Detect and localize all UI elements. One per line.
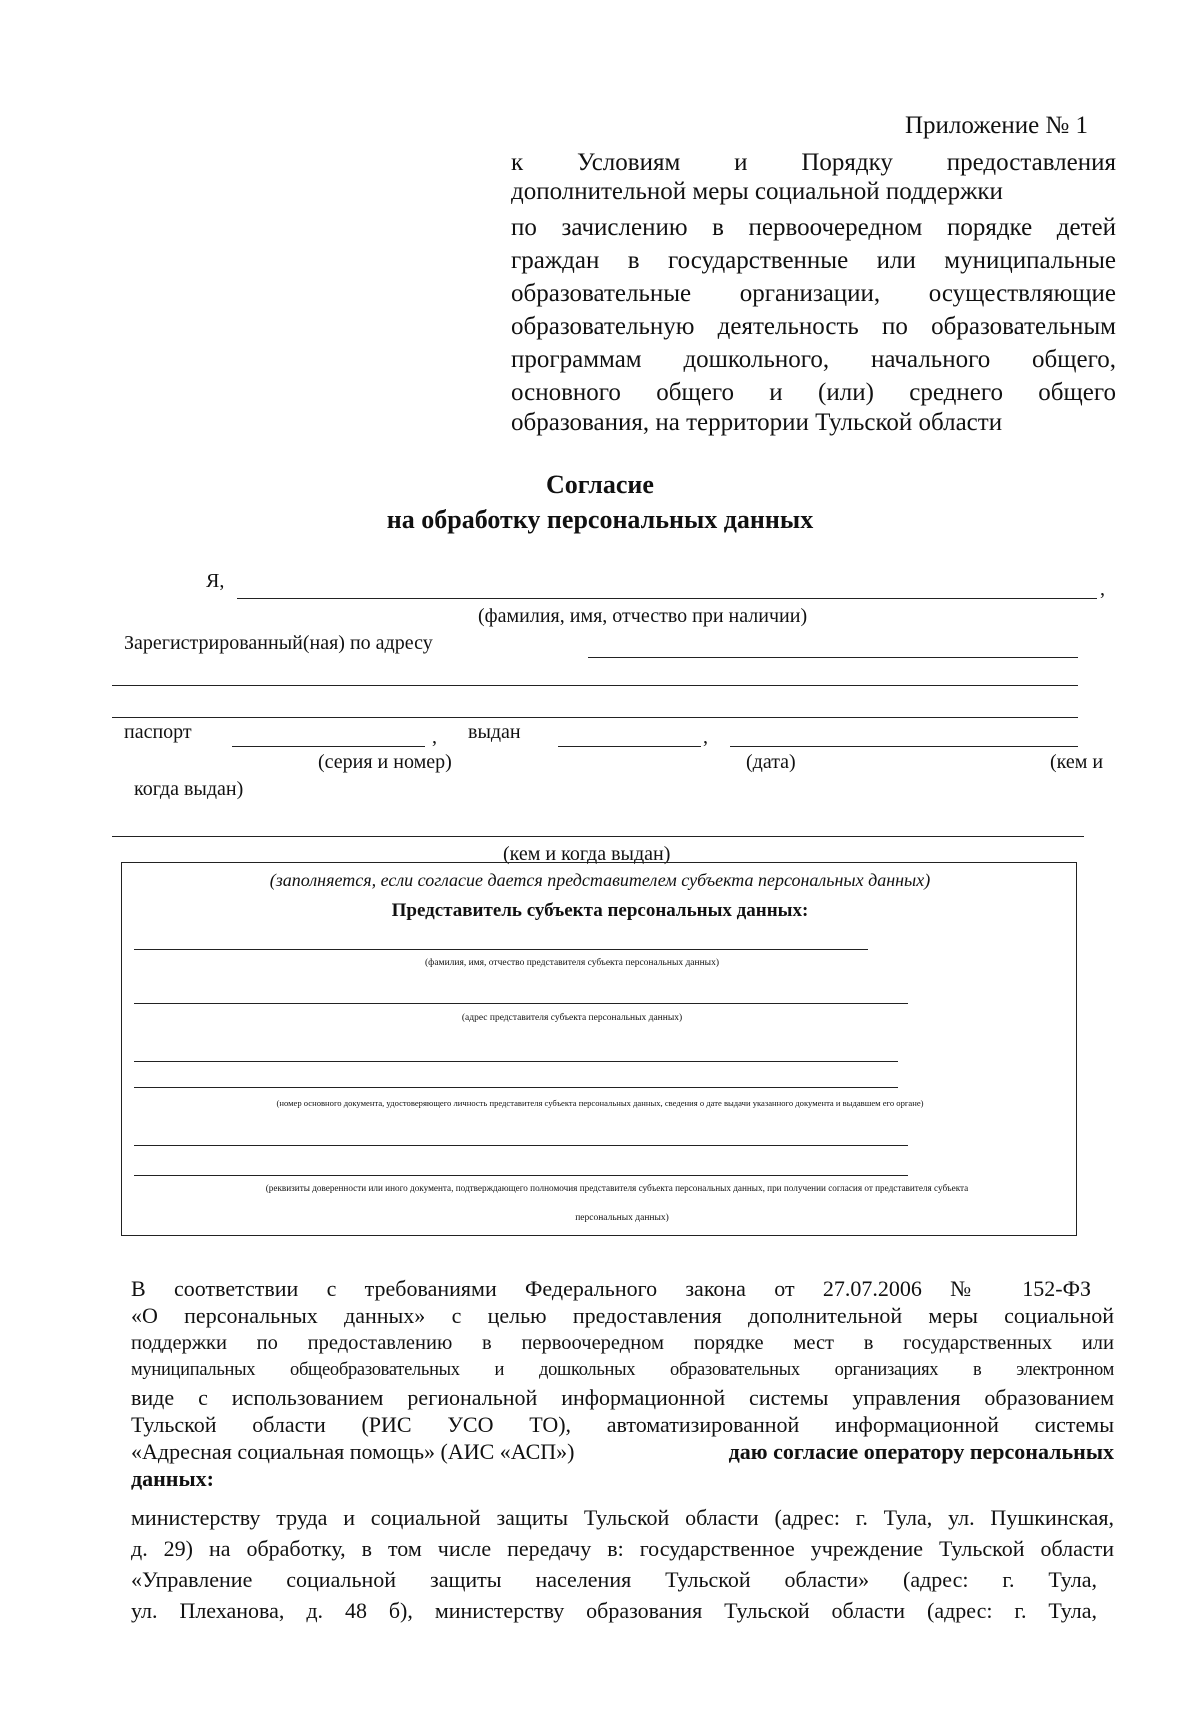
appendix-line: основного общего и (или) среднего общего — [511, 379, 1116, 406]
representative-proxy-field-1[interactable] — [134, 1145, 908, 1146]
body-line: министерству труда и социальной защиты Тульской области (адрес: г. Тула, ул. Пушкинская, — [131, 1505, 1114, 1530]
representative-document-field-2[interactable] — [134, 1087, 898, 1088]
registered-label: Зарегистрированный(ная) по адресу — [124, 632, 433, 654]
series-caption: (серия и номер) — [318, 751, 452, 773]
address-field-1[interactable] — [588, 657, 1078, 658]
body-line: «О персональных данных» с целью предоставления дополнительной меры социальной — [131, 1303, 1114, 1328]
comma: , — [703, 726, 708, 748]
consent-statement: даю согласие оператору персональных — [728, 1439, 1114, 1464]
document-subtitle: на обработку персональных данных — [386, 505, 814, 534]
body-line: виде с использованием региональной информационной системы управления образованием — [131, 1385, 1114, 1410]
appendix-line: образования, на территории Тульской области — [511, 409, 1003, 436]
body-line: «Адресная социальная помощь» (АИС «АСП») — [131, 1439, 575, 1464]
issuer-field[interactable] — [112, 836, 1084, 837]
document-title: Согласие — [546, 470, 654, 499]
body-line: д. 29) на обработку, в том числе передачу в: государственное учреждение Тульской области — [131, 1536, 1114, 1561]
representative-address-caption: (адрес представителя субъекта персональных данных) — [461, 1013, 683, 1023]
date-caption: (дата) — [746, 751, 796, 773]
appendix-line: образовательную деятельность по образовательным — [511, 313, 1116, 340]
address-field-3[interactable] — [112, 717, 1078, 718]
passport-date-field[interactable] — [558, 746, 701, 747]
body-line: «Управление социальной защиты населения Тульской области» (адрес: г. Тула, — [131, 1567, 1097, 1592]
representative-fio-field[interactable] — [134, 949, 868, 950]
body-line: ул. Плеханова, д. 48 б), министерству образования Тульской области (адрес: г. Тула, — [131, 1598, 1097, 1623]
passport-issuer-field[interactable] — [730, 746, 1078, 747]
comma: , — [432, 726, 437, 748]
representative-box — [121, 862, 1077, 1236]
appendix-line: образовательные организации, осуществляющие — [511, 280, 1116, 307]
representative-heading: Представитель субъекта персональных данных: — [391, 900, 809, 921]
fio-field[interactable] — [237, 598, 1097, 599]
consent-statement-end: данных: — [131, 1466, 214, 1491]
body-line: муниципальных общеобразовательных и дошкольных образовательных организациях в электронном — [131, 1360, 1114, 1380]
appendix-line: по зачислению в первоочередном порядке детей — [511, 214, 1116, 241]
appendix-line: к Условиям и Порядку предоставления — [511, 149, 1116, 176]
fio-caption: (фамилия, имя, отчество при наличии) — [478, 605, 808, 627]
representative-proxy-caption-2: персональных данных) — [575, 1213, 669, 1223]
appendix-title: Приложение № 1 — [905, 112, 1089, 139]
body-line: поддержки по предоставлению в первоочередном порядке мест в государственных или — [131, 1332, 1114, 1354]
appendix-line: программам дошкольного, начального общего, — [511, 346, 1116, 373]
body-line: В соответствии с требованиями Федерального закона от 27.07.2006 № 152-ФЗ — [131, 1276, 1091, 1301]
passport-label: паспорт — [124, 721, 192, 743]
appendix-line: дополнительной меры социальной поддержки — [511, 178, 1003, 205]
representative-fio-caption: (фамилия, имя, отчество представителя субъекта персональных данных) — [425, 958, 719, 968]
issuer-caption: (кем и когда выдан) — [503, 843, 671, 865]
representative-document-caption: (номер основного документа, удостоверяющего личность представителя субъекта персональных данных, сведения о дате выдачи указанного документа и выдавшем его органе) — [276, 1098, 924, 1108]
representative-note: (заполняется, если согласие дается представителем субъекта персональных данных) — [269, 870, 931, 890]
appendix-line: граждан в государственные или муниципальные — [511, 247, 1116, 274]
representative-address-field[interactable] — [134, 1003, 908, 1004]
body-line: Тульской области (РИС УСО ТО), автоматизированной информационной системы — [131, 1412, 1114, 1437]
comma: , — [1100, 578, 1105, 600]
issued-label: выдан — [468, 721, 521, 743]
i-label: Я, — [206, 570, 225, 592]
passport-series-field[interactable] — [232, 746, 425, 747]
representative-proxy-caption-1: (реквизиты доверенности или иного документа, подтверждающего полномочия представителя субъекта персональных данных, при получении согласия от представителя субъекта — [265, 1183, 969, 1193]
body-line-start — [131, 1438, 1114, 1465]
issuer-caption-part1: (кем и — [1050, 751, 1104, 773]
address-field-2[interactable] — [112, 685, 1078, 686]
issuer-caption-part2: когда выдан) — [134, 778, 244, 800]
representative-document-field-1[interactable] — [134, 1061, 898, 1062]
representative-proxy-field-2[interactable] — [134, 1175, 908, 1176]
